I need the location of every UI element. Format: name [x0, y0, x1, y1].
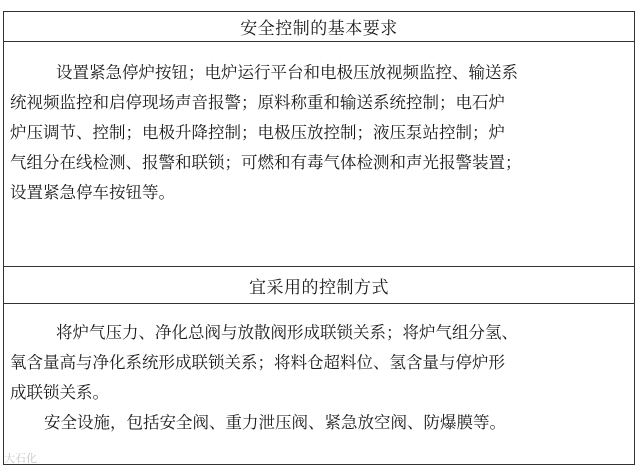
section2-title-text: 宜采用的控制方式 — [249, 277, 389, 298]
section2-line-4: 安全设施，包括安全阀、重力泄压阀、紧急放空阀、防爆膜等。 — [44, 413, 506, 432]
section1-line-1: 设置紧急停炉按钮；电炉运行平台和电极压放视频监控、输送系 — [56, 63, 518, 82]
section1-line-2: 统视频监控和启停现场声音报警；原料称重和输送系统控制；电石炉 — [10, 93, 505, 112]
section1-line-5: 设置紧急停车按钮等。 — [10, 183, 175, 202]
section1-line-3: 炉压调节、控制；电极升降控制；电极压放控制；液压泵站控制；炉 — [10, 123, 505, 142]
watermark — [4, 450, 37, 466]
section2-line-1: 将炉气压力、净化总阀与放散阀形成联锁关系；将炉气组分氢、 — [56, 323, 518, 342]
section1-body — [4, 42, 634, 267]
section2-line-2: 氧含量高与净化系统形成联锁关系；将料仓超料位、氢含量与停炉形 — [10, 353, 505, 372]
section1-line-4: 气组分在线检测、报警和联锁；可燃和有毒气体检测和声光报警装置； — [10, 153, 522, 172]
section2-title — [4, 267, 634, 304]
safety-control-table — [3, 11, 635, 465]
section2-line-3: 成联锁关系。 — [10, 383, 109, 402]
section1-title — [4, 12, 634, 42]
section1-title-text: 安全控制的基本要求 — [240, 19, 398, 39]
section2-body — [4, 304, 634, 466]
watermark-text: 大石化 — [4, 452, 37, 465]
